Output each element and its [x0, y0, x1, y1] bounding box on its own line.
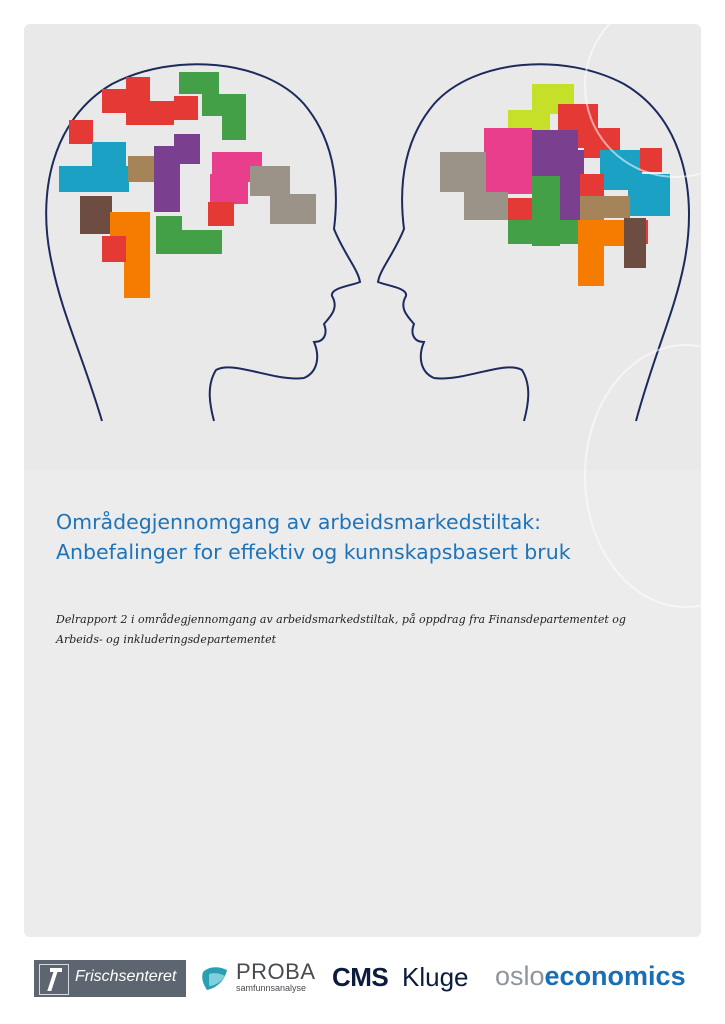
report-title: Områdegjennomgang av arbeidsmarkedstiltak: Anbefalinger for effektiv og kunnskapsbasert bruk [56, 510, 571, 564]
kluge-label: Kluge [402, 962, 469, 992]
partner-logos [0, 950, 725, 1010]
cover-panel [24, 24, 701, 937]
osloeconomics-logo [495, 961, 686, 992]
proba-leaf-icon [201, 964, 229, 992]
frisch-f-icon [39, 964, 69, 995]
proba-sub-label: samfunnsanalyse [236, 983, 307, 993]
proba-label: PROBA [236, 959, 316, 984]
report-subtitle: Delrapport 2 i områdegjennomgang av arbeidsmarkedstiltak, på oppdrag fra Finansdepartementet og Arbeids- og inkluderingsdepartementet [56, 613, 626, 646]
puzzle-blocks-left [59, 72, 316, 298]
cms-label: CMS [332, 962, 389, 992]
frischsenteret-label: Frischsenteret [75, 968, 177, 985]
economics-label: economics [544, 961, 686, 991]
oslo-label: oslo [495, 961, 545, 991]
frischsenteret-logo [34, 960, 186, 997]
